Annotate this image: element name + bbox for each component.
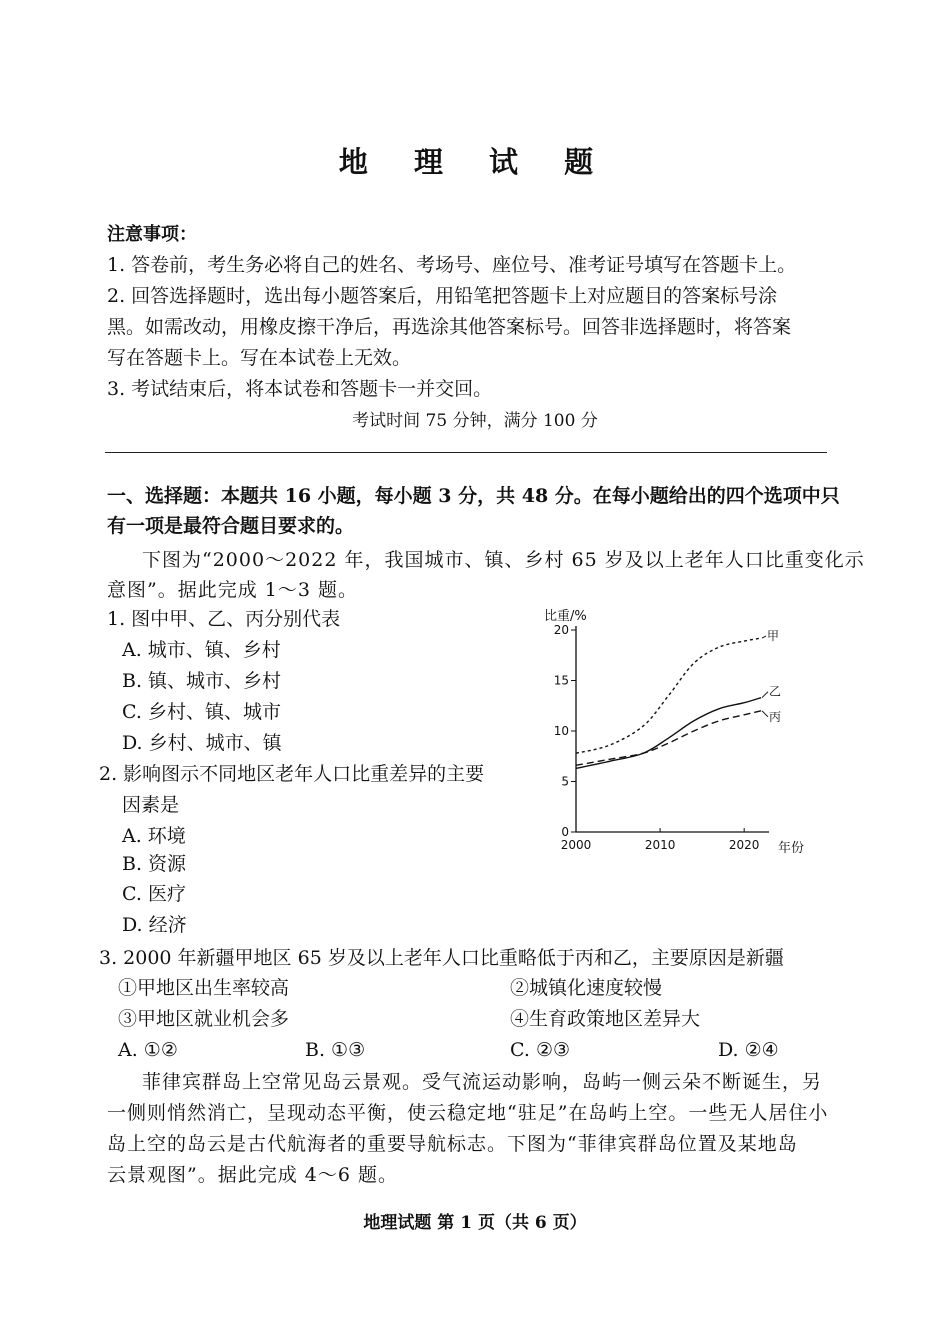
elderly-population-chart xyxy=(530,600,820,865)
x-tick-label: 2020 xyxy=(728,838,760,852)
y-axis-label: 比重/% xyxy=(544,609,587,624)
notice-item-2-line-2: 黑。如需改动，用橡皮擦干净后，再选涂其他答案标号。回答非选择题时，将答案 xyxy=(107,316,792,338)
y-tick-label: 20 xyxy=(553,623,569,637)
notice-item-2-line-3: 写在答题卡上。写在本试卷上无效。 xyxy=(107,347,412,369)
q2-option-c: C. 医疗 xyxy=(122,883,186,905)
q1-option-d: D. 乡村、城市、镇 xyxy=(122,732,282,754)
q2-stem-line-1: 2. 影响图示不同地区老年人口比重差异的主要 xyxy=(99,763,485,785)
q3-option-c: C. ②③ xyxy=(510,1039,571,1061)
notice-item-1: 1. 答卷前，考生务必将自己的姓名、考场号、座位号、准考证号填写在答题卡上。 xyxy=(107,254,797,276)
divider-line xyxy=(105,452,827,453)
notice-heading: 注意事项： xyxy=(107,224,197,245)
q2-option-b: B. 资源 xyxy=(122,853,187,875)
series-label-leader xyxy=(762,636,766,638)
q1-option-c: C. 乡村、镇、城市 xyxy=(122,701,281,723)
intro-2-line-4: 云景观图”。据此完成 4～6 题。 xyxy=(107,1164,398,1186)
x-axis-label: 年份 xyxy=(778,841,805,856)
section-1-heading-line-2: 有一项是最符合题目要求的。 xyxy=(107,515,355,537)
q1-option-b: B. 镇、城市、乡村 xyxy=(122,670,282,692)
series-label-leader xyxy=(762,692,768,698)
series-label: 丙 xyxy=(769,709,782,724)
q2-option-d: D. 经济 xyxy=(122,914,187,936)
page-footer: 地理试题 第 1 页（共 6 页） xyxy=(363,1213,587,1233)
q3-statement-4: ④生育政策地区差异大 xyxy=(510,1008,701,1030)
q3-statement-1: ①甲地区出生率较高 xyxy=(118,977,290,999)
q3-option-b: B. ①③ xyxy=(305,1039,366,1061)
q3-option-d: D. ②④ xyxy=(718,1039,779,1061)
q3-statement-2: ②城镇化速度较慢 xyxy=(510,977,663,999)
exam-time-info: 考试时间 75 分钟，满分 100 分 xyxy=(352,411,598,431)
notice-item-3: 3. 考试结束后，将本试卷和答题卡一并交回。 xyxy=(107,378,493,400)
series-label-leader xyxy=(762,711,768,717)
x-tick-label: 2000 xyxy=(560,838,592,852)
series-line-1 xyxy=(576,638,761,753)
y-tick-label: 5 xyxy=(561,774,569,789)
series-label: 乙 xyxy=(769,684,782,699)
q2-stem-line-2: 因素是 xyxy=(122,794,180,816)
series-line-2 xyxy=(576,698,761,769)
intro-2-line-2: 一侧则悄然消亡，呈现动态平衡，使云稳定地“驻足”在岛屿上空。一些无人居住小 xyxy=(107,1102,829,1124)
y-tick-label: 15 xyxy=(553,673,569,688)
y-tick-label: 0 xyxy=(561,825,569,839)
notice-item-2-line-1: 2. 回答选择题时，选出每小题答案后，用铅笔把答题卡上对应题目的答案标号涂 xyxy=(107,285,778,307)
intro-1-line-2: 意图”。据此完成 1～3 题。 xyxy=(107,579,358,601)
q2-option-a: A. 环境 xyxy=(122,825,186,847)
q3-option-a: A. ①② xyxy=(118,1039,178,1061)
q1-option-a: A. 城市、镇、乡村 xyxy=(122,639,281,661)
intro-2-line-3: 岛上空的岛云是古代航海者的重要导航标志。下图为“菲律宾群岛位置及某地岛 xyxy=(107,1133,798,1155)
x-tick-label: 2010 xyxy=(644,838,676,852)
intro-2-line-1: 菲律宾群岛上空常见岛云景观。受气流运动影响，岛屿一侧云朵不断诞生，另 xyxy=(142,1071,823,1093)
q3-stem: 3. 2000 年新疆甲地区 65 岁及以上老年人口比重略低于丙和乙，主要原因是新疆 xyxy=(99,947,784,969)
section-1-heading-line-1: 一、选择题：本题共 16 小题，每小题 3 分，共 48 分。在每小题给出的四个选项中只 xyxy=(107,485,840,507)
intro-1-line-1: 下图为“2000～2022 年，我国城市、镇、乡村 65 岁及以上老年人口比重变化示 xyxy=(142,549,865,571)
q1-stem: 1. 图中甲、乙、丙分别代表 xyxy=(107,608,341,630)
page-title: 地 理 试 题 xyxy=(338,145,612,179)
series-label: 甲 xyxy=(767,629,780,644)
q3-statement-3: ③甲地区就业机会多 xyxy=(118,1008,290,1030)
y-tick-label: 10 xyxy=(553,724,569,738)
